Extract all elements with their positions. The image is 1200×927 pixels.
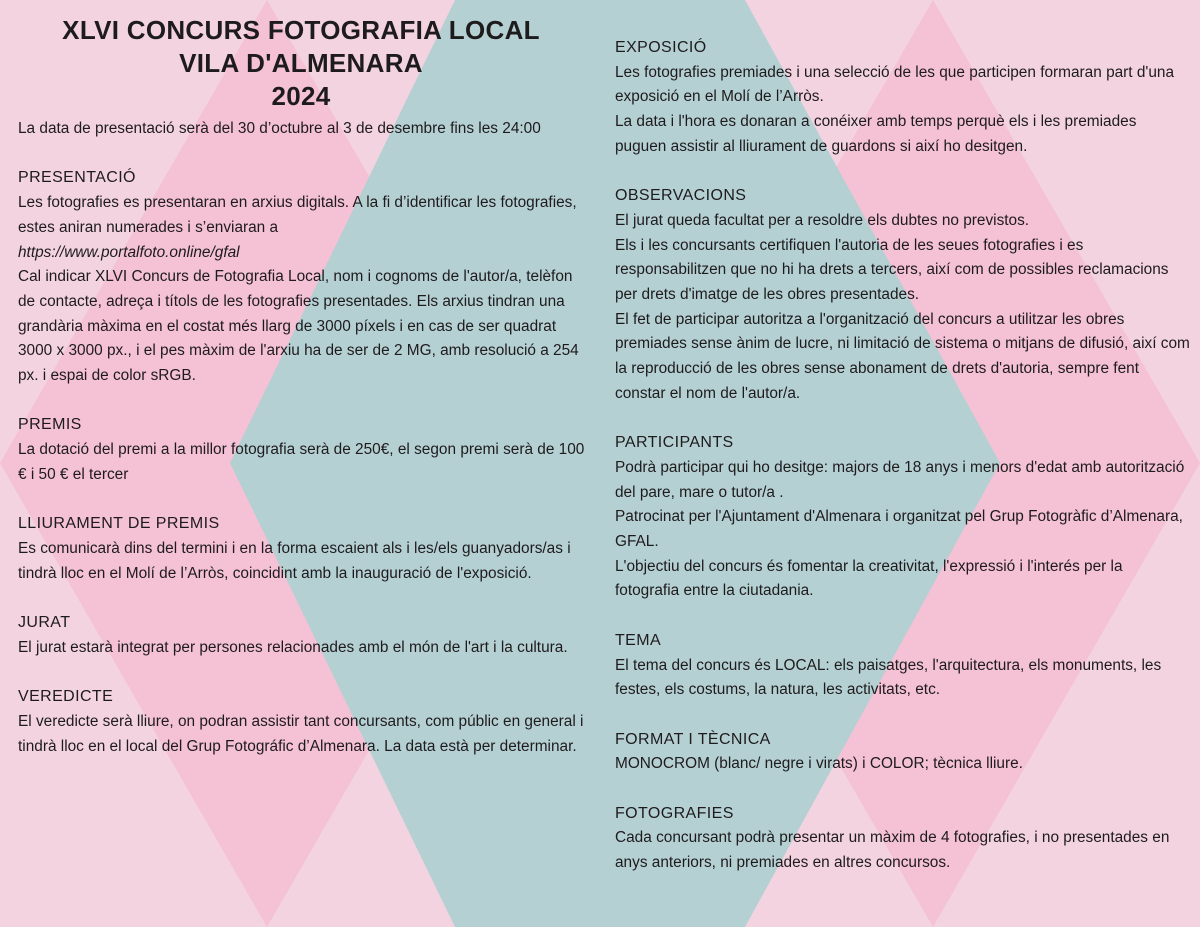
section-paragraph: Cada concursant podrà presentar un màxim de 4 fotografies, i no presentades en anys anteriors, ni premiades en altres concursos. <box>615 829 1170 872</box>
right-column <box>615 0 1190 901</box>
section-lliurament <box>18 512 588 586</box>
section-heading: PARTICIPANTS <box>615 434 734 452</box>
section-observacions <box>615 184 1190 406</box>
section-exposicio <box>615 36 1190 160</box>
section-paragraph: El jurat queda facultat per a resoldre els dubtes no previstos. <box>615 211 1030 229</box>
page-title <box>18 14 584 113</box>
section-paragraph: Patrocinat per l'Ajuntament d'Almenara i organitzat pel Grup Fotogràfic d’Almenara, GFAL. <box>615 508 1183 551</box>
section-paragraph: MONOCROM (blanc/ negre i virats) i COLOR; tècnica lliure. <box>615 755 1023 773</box>
section-heading: FOTOGRAFIES <box>615 804 734 822</box>
section-paragraph: Les fotografies premiades i una selecció de les que participen formaran part d'una exposició en el Molí de l’Arròs. <box>615 63 1175 106</box>
section-paragraph: El fet de participar autoritza a l'organització del concurs a utilitzar les obres premiades sense ànim de lucre, ni limitació de sistema o mitjans de difusió, així com la reproducció de les obres sense abonament de drets d'autoria, sempre fent constar el nom de l'autor/a. <box>615 310 1190 402</box>
section-jurat <box>18 611 588 660</box>
section-paragraph: La data i l'hora es donaran a conéixer amb temps perquè els i les premiades puguen assistir al lliurament de guardons si així ho desitgen. <box>615 113 1137 155</box>
section-heading: VEREDICTE <box>18 688 114 706</box>
section-veredicte <box>18 685 588 759</box>
section-participants <box>615 431 1190 604</box>
title-line-3: 2024 <box>271 81 331 111</box>
section-heading: FORMAT I TÈCNICA <box>615 730 771 748</box>
title-line-2: VILA D'ALMENARA <box>179 48 423 78</box>
section-paragraph: L'objectiu del concurs és fomentar la creativitat, l'expressió i l'interés per la fotografia entre la ciutadania. <box>615 557 1123 600</box>
section-heading: OBSERVACIONS <box>615 187 747 205</box>
section-heading: TEMA <box>615 631 662 649</box>
title-line-1: XLVI CONCURS FOTOGRAFIA LOCAL <box>62 15 540 45</box>
section-fotografies <box>615 802 1190 876</box>
section-heading: EXPOSICIÓ <box>615 39 707 56</box>
section-tema <box>615 629 1190 703</box>
section-heading: LLIURAMENT DE PREMIS <box>18 515 220 533</box>
section-premis <box>18 413 588 487</box>
section-format <box>615 728 1190 777</box>
submission-url: https://www.portalfoto.online/gfal <box>18 243 240 261</box>
section-paragraph: Cal indicar XLVI Concurs de Fotografia Local, nom i cognoms de l'autor/a, telèfon de contacte, adreça i títols de les fotografies presentades. Els arxius tindran una grandària màxima en el costat més llarg de 3000 píxels i en cas de ser quadrat 3000 x 3000 px., i el pes màxim de l'arxiu ha de ser de 2 MG, amb resolució a 254 px. i espai de color sRGB. <box>18 268 579 385</box>
section-paragraph: El tema del concurs és LOCAL: els paisatges, l'arquitectura, els monuments, les festes, els costums, la natura, les activitats, etc. <box>615 656 1162 699</box>
section-heading: JURAT <box>18 614 71 631</box>
intro-text: La data de presentació serà del 30 d’octubre al 3 de desembre fins les 24:00 <box>18 120 541 137</box>
section-paragraph: Les fotografies es presentaran en arxius digitals. A la fi d’identificar les fotografies, estes aniran numerades i s’enviaran a <box>18 194 577 236</box>
left-column <box>18 0 588 784</box>
section-paragraph: La dotació del premi a la millor fotografia serà de 250€, el segon premi serà de 100 € i 50 € el tercer <box>18 441 585 483</box>
section-heading: PRESENTACIÓ <box>18 169 136 187</box>
section-paragraph: Podrà participar qui ho desitge: majors de 18 anys i menors d'edat amb autorització del pare, mare o tutor/a . <box>615 458 1185 501</box>
section-heading: PREMIS <box>18 416 82 434</box>
section-paragraph: El jurat estarà integrat per persones relacionades amb el món de l'art i la cultura. <box>18 638 568 656</box>
section-paragraph: Es comunicarà dins del termini i en la forma escaient als i les/els guanyadors/as i tindrà lloc en el Molí de l’Arròs, coincidint amb la inauguració de l'exposició. <box>18 539 571 582</box>
section-paragraph: Els i les concursants certifiquen l'autoria de les seues fotografies i es responsabilitzen que no hi ha drets a tercers, així com de possibles reclamacions per drets d'imatge de les obres presentades. <box>615 236 1169 304</box>
section-paragraph: El veredicte serà lliure, on podran assistir tant concursants, com públic en general i tindrà lloc en el local del Grup Fotográfic d’Almenara. La data està per determinar. <box>18 712 584 755</box>
section-presentacio <box>18 166 588 388</box>
